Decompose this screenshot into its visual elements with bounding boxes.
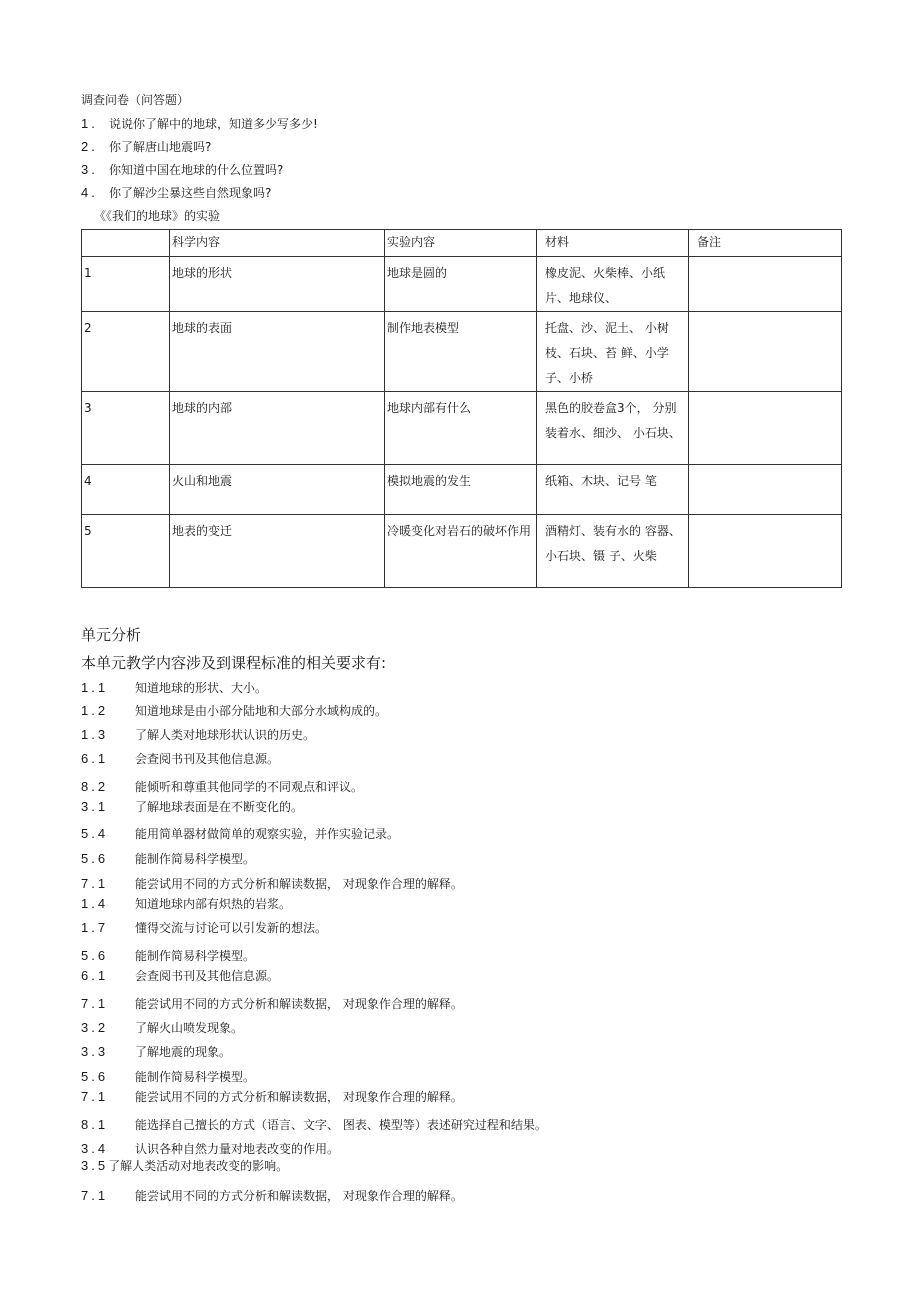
requirement-text: 能尝试用不同的方式分析和解读数据， 对现象作合理的解释。 <box>135 997 463 1011</box>
requirement-number: 8.2 <box>81 779 109 794</box>
list-item <box>81 1019 243 1036</box>
question-text: 你了解沙尘暴这些自然现象吗? <box>109 186 272 200</box>
requirement-number: 8.1 <box>81 1117 109 1132</box>
survey-question <box>81 184 271 201</box>
survey-title: 调查问卷（问答题） <box>81 93 190 107</box>
experiment-content: 模拟地震的发生 <box>385 465 537 515</box>
question-number: 4. <box>81 185 98 200</box>
header-cell: 实验内容 <box>385 230 537 257</box>
experiment-content: 地球是圆的 <box>385 257 537 312</box>
list-item <box>81 1157 288 1174</box>
science-content: 地球的形状 <box>170 257 385 312</box>
question-text: 你知道中国在地球的什么位置吗? <box>109 163 284 177</box>
list-item <box>81 895 291 912</box>
row-number: 4 <box>82 465 170 515</box>
analysis-title: 单元分析 <box>81 626 142 644</box>
survey-question <box>81 115 318 132</box>
requirement-number: 5.6 <box>81 1069 109 1084</box>
list-item <box>81 1140 339 1157</box>
table-row <box>82 465 842 515</box>
requirement-number: 6.1 <box>81 751 109 766</box>
list-item <box>81 919 327 936</box>
list-item <box>81 702 387 719</box>
requirement-number: 1.1 <box>81 680 109 695</box>
list-item <box>81 1116 547 1133</box>
list-item <box>81 726 315 743</box>
question-number: 3. <box>81 162 98 177</box>
row-number: 3 <box>82 392 170 465</box>
notes <box>689 312 842 392</box>
row-number: 5 <box>82 515 170 588</box>
requirement-number: 1.2 <box>81 703 109 718</box>
requirement-text: 会查阅书刊及其他信息源。 <box>135 752 280 766</box>
requirement-number: 3.5 <box>81 1158 109 1173</box>
table-row <box>82 312 842 392</box>
requirement-number: 5.6 <box>81 948 109 963</box>
requirement-text: 懂得交流与讨论可以引发新的想法。 <box>135 921 328 935</box>
requirement-text: 能制作简易科学模型。 <box>135 949 256 963</box>
table-row <box>82 515 842 588</box>
question-text: 你了解唐山地震吗? <box>109 140 212 154</box>
science-content: 地表的变迁 <box>170 515 385 588</box>
requirement-number: 3.4 <box>81 1141 109 1156</box>
requirement-text: 能尝试用不同的方式分析和解读数据， 对现象作合理的解释。 <box>135 877 463 891</box>
requirement-text: 知道地球是由小部分陆地和大部分水域构成的。 <box>135 704 388 718</box>
list-item <box>81 1068 255 1085</box>
header-cell: 材料 <box>537 230 689 257</box>
list-item <box>81 750 279 767</box>
question-text: 说说你了解中的地球，知道多少写多少! <box>109 117 318 131</box>
requirement-number: 7.1 <box>81 876 109 891</box>
table-caption: 《《我们的地球》的实验 <box>94 209 221 223</box>
materials: 酒精灯、装有水的 容器、小石块、镊 子、火柴 <box>537 515 689 588</box>
materials: 托盘、沙、泥土、 小树枝、石块、苔 鲜、小学子、小桥 <box>537 312 689 392</box>
requirement-number: 7.1 <box>81 1188 109 1203</box>
requirement-number: 7.1 <box>81 996 109 1011</box>
requirement-number: 3.3 <box>81 1044 109 1059</box>
header-cell <box>82 230 170 257</box>
requirement-text: 了解地球表面是在不断变化的。 <box>135 800 304 814</box>
requirement-number: 3.2 <box>81 1020 109 1035</box>
table-row <box>82 392 842 465</box>
requirement-text: 知道地球的形状、大小。 <box>135 681 268 695</box>
list-item <box>81 798 303 815</box>
materials: 纸箱、木块、记号 笔 <box>537 465 689 515</box>
requirement-text: 了解人类活动对地表改变的影响。 <box>108 1159 289 1173</box>
requirement-text: 知道地球内部有炽热的岩浆。 <box>135 897 292 911</box>
requirement-text: 能尝试用不同的方式分析和解读数据， 对现象作合理的解释。 <box>135 1090 463 1104</box>
requirement-text: 能用简单器材做简单的观察实验，并作实验记录。 <box>135 827 400 841</box>
requirement-number: 6.1 <box>81 968 109 983</box>
requirement-text: 了解火山喷发现象。 <box>135 1021 244 1035</box>
requirement-number: 5.6 <box>81 851 109 866</box>
row-number: 1 <box>82 257 170 312</box>
requirement-number: 1.4 <box>81 896 109 911</box>
survey-question <box>81 138 211 155</box>
list-item <box>81 1043 231 1060</box>
requirement-number: 7.1 <box>81 1089 109 1104</box>
list-item <box>81 778 363 795</box>
list-item <box>81 1088 463 1105</box>
science-content: 火山和地震 <box>170 465 385 515</box>
requirement-number: 3.1 <box>81 799 109 814</box>
list-item <box>81 1187 463 1204</box>
requirement-text: 认识各种自然力量对地表改变的作用。 <box>135 1142 340 1156</box>
requirement-number: 1.3 <box>81 727 109 742</box>
requirement-number: 1.7 <box>81 920 109 935</box>
requirement-text: 了解地震的现象。 <box>135 1045 232 1059</box>
header-cell: 科学内容 <box>170 230 385 257</box>
notes <box>689 465 842 515</box>
materials: 橡皮泥、火柴棒、小纸片、地球仪、 <box>537 257 689 312</box>
analysis-intro: 本单元教学内容涉及到课程标准的相关要求有: <box>81 654 387 672</box>
notes <box>689 515 842 588</box>
table-header-row <box>82 230 842 257</box>
survey-question <box>81 161 283 178</box>
requirement-text: 能尝试用不同的方式分析和解读数据， 对现象作合理的解释。 <box>135 1189 463 1203</box>
requirement-text: 能制作简易科学模型。 <box>135 852 256 866</box>
table-row <box>82 257 842 312</box>
experiment-content: 冷暖变化对岩石的破坏作用 <box>385 515 537 588</box>
requirement-text: 能制作简易科学模型。 <box>135 1070 256 1084</box>
notes <box>689 392 842 465</box>
notes <box>689 257 842 312</box>
requirement-text: 了解人类对地球形状认识的历史。 <box>135 728 316 742</box>
list-item <box>81 995 463 1012</box>
list-item <box>81 850 255 867</box>
row-number: 2 <box>82 312 170 392</box>
requirement-text: 能倾听和尊重其他同学的不同观点和评议。 <box>135 780 364 794</box>
science-content: 地球的内部 <box>170 392 385 465</box>
requirement-text: 会查阅书刊及其他信息源。 <box>135 969 280 983</box>
list-item <box>81 875 463 892</box>
list-item <box>81 967 279 984</box>
experiment-content: 地球内部有什么 <box>385 392 537 465</box>
requirement-text: 能选择自己擅长的方式（语言、文字、 图表、模型等）表述研究过程和结果。 <box>135 1118 547 1132</box>
science-content: 地球的表面 <box>170 312 385 392</box>
list-item <box>81 825 399 842</box>
header-cell: 备注 <box>689 230 842 257</box>
list-item <box>81 947 255 964</box>
experiment-table <box>81 229 842 588</box>
requirement-number: 5.4 <box>81 826 109 841</box>
materials: 黑色的胶卷盒3个， 分别装着水、细沙、 小石块、 <box>537 392 689 465</box>
question-number: 2. <box>81 139 98 154</box>
list-item <box>81 679 267 696</box>
experiment-content: 制作地表模型 <box>385 312 537 392</box>
question-number: 1. <box>81 116 98 131</box>
